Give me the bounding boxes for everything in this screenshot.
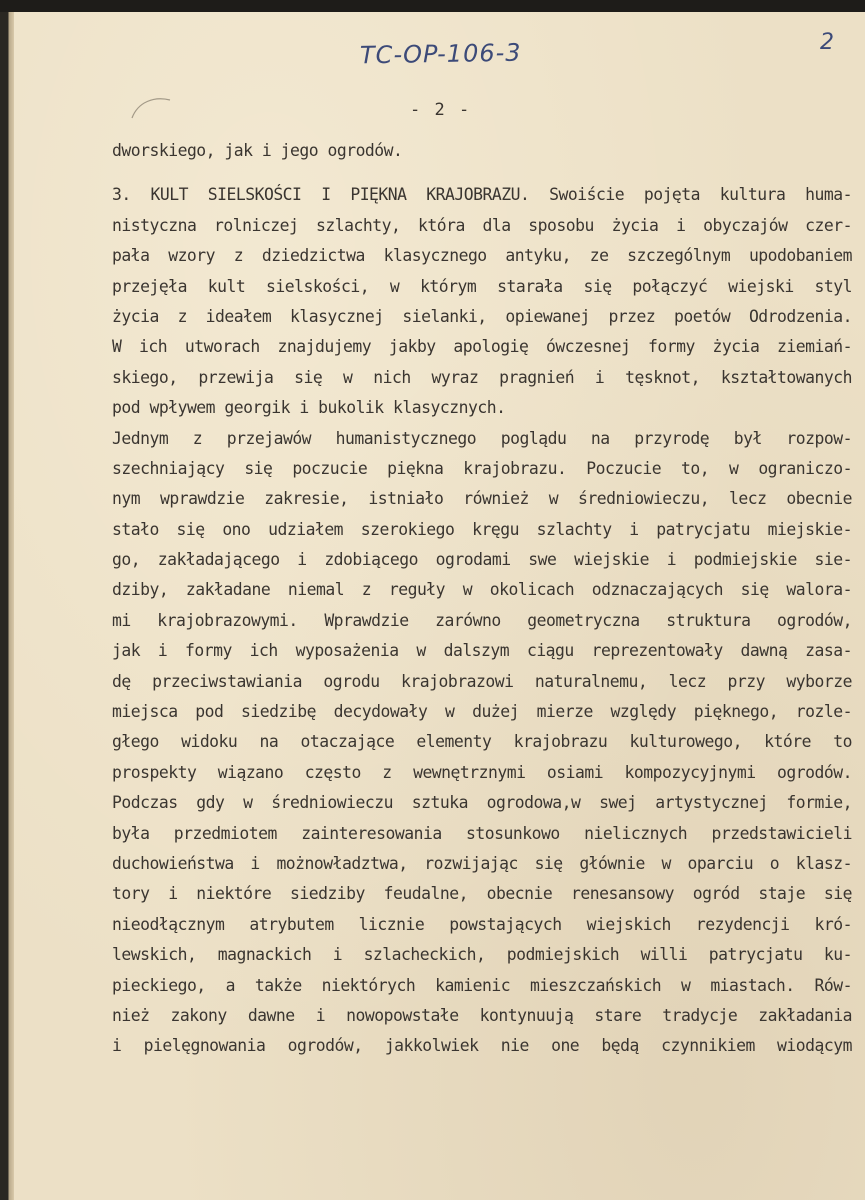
text-line: była przedmiotem zainteresowania stosunkowo nielicznych przedstawicieli (112, 823, 852, 843)
text-line (112, 166, 852, 180)
text-line: pała wzory z dziedzictwa klasycznego antyku, ze szczególnym upodobaniem (112, 246, 852, 266)
text-line: i pielęgnowania ogrodów, jakkolwiek nie one będą czynnikiem wiodącym (112, 1036, 852, 1056)
text-line: mi krajobrazowymi. Wprawdzie zarówno geometryczna struktura ogrodów, (112, 610, 852, 630)
text-line: nieodłącznym atrybutem licznie powstających wiejskich rezydencji kró- (112, 914, 852, 934)
text-line: pod wpływem georgik i bukolik klasycznych. (112, 398, 506, 418)
text-line: 3. KULT SIELSKOŚCI I PIĘKNA KRAJOBRAZU. Swoiście pojęta kultura huma- (112, 185, 852, 205)
text-line: W ich utworach znajdujemy jakby apologię ówczesnej formy życia ziemiań- (112, 337, 852, 357)
text-line: przejęła kult sielskości, w którym starała się połączyć wiejski styl (112, 276, 852, 296)
text-line: Jednym z przejawów humanistycznego poglądu na przyrodę był rozpow- (112, 428, 852, 448)
binder-edge (0, 12, 14, 1200)
text-line: szechniający się poczucie piękna krajobrazu. Poczucie to, w ograniczo- (112, 458, 852, 478)
text-line: nież zakony dawne i nowopowstałe kontynuują stare tradycje zakładania (112, 1005, 852, 1025)
text-line: nym wprawdzie zakresie, istniało również w średniowieczu, lecz obecnie (112, 489, 852, 509)
text-line: jak i formy ich wyposażenia w dalszym ciągu reprezentowały dawną zasa- (112, 641, 852, 661)
text-line: nistyczna rolniczej szlachty, która dla sposobu życia i obyczajów czer- (112, 215, 852, 235)
text-line: pieckiego, a także niektórych kamienic mieszczańskich w miastach. Rów- (112, 975, 852, 995)
document-page (14, 12, 865, 1200)
text-line: go, zakładającego i zdobiącego ogrodami swe wiejskie i podmiejskie sie- (112, 550, 852, 570)
handwritten-page-number: 2 (820, 30, 834, 55)
text-line: dworskiego, jak i jego ogrodów. (112, 141, 403, 160)
archive-code: TC-OP-106-3 (359, 38, 522, 70)
page-number: - 2 - (410, 100, 472, 120)
text-line: duchowieństwa i możnowładztwa, rozwijając się głównie w oparciu o klasz- (112, 853, 852, 873)
text-line: życia z ideałem klasycznej sielanki, opiewanej przez poetów Odrodzenia. (112, 306, 852, 326)
text-line: lewskich, magnackich i szlacheckich, podmiejskich willi patrycjatu ku- (112, 945, 852, 965)
text-line: tory i niektóre siedziby feudalne, obecnie renesansowy ogród staje się (112, 884, 852, 904)
body-text (112, 136, 852, 1062)
text-line: skiego, przewija się w nich wyraz pragnień i tęsknot, kształtowanych (112, 367, 852, 387)
text-line: Podczas gdy w średniowieczu sztuka ogrodowa,w swej artystycznej formie, (112, 793, 852, 813)
text-line: miejsca pod siedzibę decydowały w dużej mierze względy pięknego, rozle- (112, 702, 852, 722)
text-line: dę przeciwstawiania ogrodu krajobrazowi naturalnemu, lecz przy wyborze (112, 671, 852, 691)
text-line: dziby, zakładane niemal z reguły w okolicach odznaczających się walora- (112, 580, 852, 600)
text-line: prospekty wiązano często z wewnętrznymi osiami kompozycyjnymi ogrodów. (112, 762, 852, 782)
text-line: stało się ono udziałem szerokiego kręgu szlachty i patrycjatu miejskie- (112, 519, 852, 539)
text-line: głego widoku na otaczające elementy krajobrazu kulturowego, które to (112, 732, 852, 752)
